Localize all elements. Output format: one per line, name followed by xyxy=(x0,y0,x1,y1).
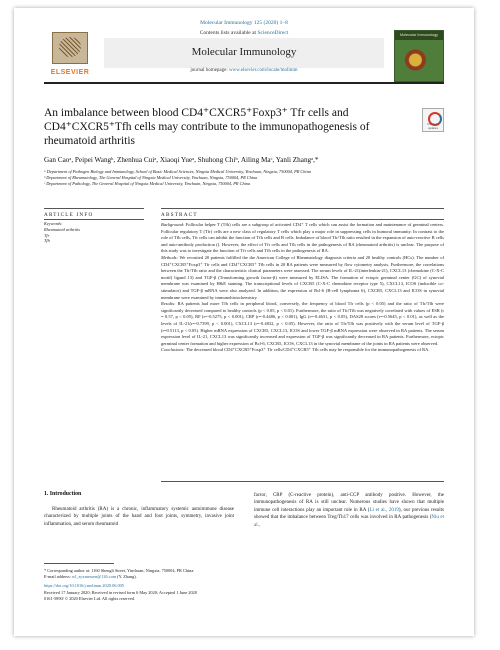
corresponding-author: * Corresponding author at: 1160 Shengli Street, Yinchuan, Ningxia, 750004, PR China. xyxy=(44,568,195,573)
results-label: Results: xyxy=(161,301,176,307)
abstract-divider-2 xyxy=(161,219,444,220)
background-text: Follicular helper T (Tfh) cells are a subgroup of activated CD4⁺ T cells which can assist the formation and maintenance of germinal centers. Follicular regulatory T (Tfr) cells are a new class of regulatory T cells which play a major role in suppressing cells in humoral immunity. In contrast to the role of Tfh cells, Tfr cells can inhibit the function of Tfh cells and B cells. Imbalance of blood Tfr/Tfh ratio resulted in the expansion of auto-reactive B cells and auto-antibody production (). However, the effect of Tfr cells and Tfh cells in the pathogenesis of RA (rheumatoid arthritis) is unclear. The purpose of this study was to investigate the function of Tfr cells and Tfh cells in the pathogenesis of RA. xyxy=(161,222,444,254)
abstract-methods xyxy=(161,255,444,301)
intro-text-b: ), our previous results showed that the imbalance between Treg/Th17 cells was involved in RA pathogenesis ( xyxy=(254,507,444,521)
received-dates: Received 17 January 2020; Received in revised form 6 May 2020; Accepted 1 June 2020 xyxy=(44,589,197,595)
elsevier-logo[interactable] xyxy=(44,32,96,76)
keyword-item: Tfh xyxy=(44,238,50,244)
affiliation-a: ᵃ Department of Pathogen Biology and Immunology, School of Basic Medical Sciences, Ningxia Medical University, Yinchuan, Ningxia, 750004, PR China xyxy=(44,169,311,174)
article-title xyxy=(44,106,404,148)
conclusions-label: Conclusions: xyxy=(161,347,185,353)
citation-link[interactable]: Niu et al., xyxy=(254,515,445,528)
keyword-item: Rheumatoid arthritis xyxy=(44,226,80,232)
affiliation-b: ᵇ Department of Rheumatology, The General Hospital of Ningxia Medical University, Yinchuan, Ningxia, 750004, PR China xyxy=(44,175,258,181)
affiliations xyxy=(44,169,444,188)
email-prefix: E-mail address: xyxy=(44,574,72,580)
introduction-heading: 1. Introduction xyxy=(44,491,82,497)
author-list: Gan Caoᵃ, Peipei Wangᵇ, Zhenhua Cuiᵃ, Xiaoqi Yueᵃ, Shuhong Chiᵇ, Ailing Maᶜ, Yanli Zhangᵃ,* xyxy=(44,156,319,164)
keyword-item: Tfr xyxy=(44,232,50,238)
keywords-label: Keywords: xyxy=(44,221,63,226)
cover-illustration xyxy=(401,45,437,75)
title-line-3: rheumatoid arthritis xyxy=(44,135,136,147)
cover-title: Molecular Immunology xyxy=(395,31,443,40)
email-link[interactable]: wl_zyxmessen@126.com xyxy=(71,574,117,580)
article-info-divider xyxy=(44,208,144,209)
results-text: RA patients had more Tfh cells in peripheral blood, conversely, the frequency of blood Tfr cells (p < 0.05) and the ratio of Tfr/Tfh were significantly decreased compared to healthy controls (p < 0.05, p < 0.01). Furthermore, the ratio of Tfr/Tfh was negatively correlated with values of ESR (r = 0.57, p < 0.05), RF (r=-0.5275, p < 0.001), CRP (r=-0.4486, p < 0.001), IgG (r=-0.4631, p < 0.05), DAS28 scores (r=-0.5645, p < 0.01), as well as the levels of IL-21(r=-0.7399, p < 0.001), CXCL13 (r=-0.4832, p < 0.05). However, the ratio of Tfr/Tfh was positively with the serum level of TGF-β (r=0.5113, p < 0.05). Higher mRNA expression of CXCR5, CXCL13, ICOS and lower TGF-β mRNA expression were observed in RA patients. The serum expression level of IL-21, CXCL13 was significantly increased and expression of TGF-β was significantly decreased in RA patients. Furthermore, ectopic germinal center formation and higher expression of Bcl-6, CXCR5, ICOS, CXCL13 in the synovial membrane of the joints in RA patients were observed. xyxy=(161,301,445,346)
abstract-end-divider xyxy=(161,481,444,482)
journal-header xyxy=(44,30,444,76)
journal-title: Molecular Immunology xyxy=(191,46,297,58)
contents-prefix: Contents lists available at xyxy=(199,30,258,36)
sciencedirect-link[interactable]: ScienceDirect xyxy=(257,30,289,36)
methods-text: We recruited 20 patients fulfilled the the American College of Rheumatology diagnosis criteria and 20 healthy controls (HCs). The number of CD4⁺CXCR5⁺Foxp3⁺ Tfr cells and CD4⁺CXCR5⁺ Tfh cells in 20 RA patients were measured by flow cytometry analysis. Furthermore, the correlations between the Tfr/Tfh ratio and the characteristic clinical parameters were assessed. The serum levels of IL-21(interleukin-21), CXCL13 (chemokine (C-X-C motif) ligand 13) and TGF-β (Transforming growth factor-β) were measured by ELISA. The formation of ectopic germinal center (GC) of synovial membrane was examined by H&E staining. The transcriptional levels of CXCR5 (C-X-C chemokine receptor type 5), CXCL13, ICOS (inducible co-stimulator) and TGF-β mRNA were also analyzed. In addition, the expression of Bcl-6 (B-cell lymphoma 6), CXCR5, CXCL13 and ICOS in synovial membrane were examined by immunohistochemistry. xyxy=(161,254,444,300)
conclusions-text: The decreased blood CD4⁺CXCR5⁺Foxp3⁺ Tfr cells/CD4⁺CXCR5⁺ Tfh cells may be responsible for the immunopathogenesis of RA. xyxy=(185,347,430,353)
journal-band xyxy=(104,38,384,68)
article-page xyxy=(14,8,474,636)
background-label: Background: xyxy=(161,222,185,227)
email-suffix: (Y. Zhang). xyxy=(116,574,137,580)
title-line-1: An imbalance between blood CD4⁺CXCR5⁺Foxp3⁺ Tfr cells and xyxy=(44,107,349,119)
abstract-background xyxy=(161,222,444,255)
abstract-divider xyxy=(161,208,444,209)
introduction-left-column: Rheumatoid arthritis (RA) is a chronic, inflammatory systemic autoimmune disease characterized by multiple joints of the hand and foot joints, symmetry, invasive joint inflammation, and serum rheumatoid xyxy=(44,507,234,527)
article-info-divider-2 xyxy=(44,219,144,220)
homepage-prefix: journal homepage: xyxy=(190,68,230,73)
doi-link[interactable]: https://doi.org/10.1016/j.molimm.2020.06.005 xyxy=(44,583,124,589)
header-divider xyxy=(44,82,444,84)
check-for-updates-button[interactable] xyxy=(422,108,444,132)
methods-label: Methods: xyxy=(161,254,178,260)
journal-homepage xyxy=(104,68,384,73)
email-line xyxy=(44,574,344,580)
issn-copyright: 0161-5890/ © 2020 Elsevier Ltd. All rights reserved. xyxy=(44,595,135,601)
intro-text-a: factor, CRP (C-reactive protein), anti-CCP antibody positive. However, the immunopathogenesis of RA is still unclear. Numerous studies have shown that multiple immune cell interactions play an important role in RA ( xyxy=(254,493,444,513)
article-info-heading: ARTICLE INFO xyxy=(44,212,94,218)
journal-reference[interactable]: Molecular Immunology 125 (2020) 1–8 xyxy=(200,20,288,26)
affiliation-c: ᶜ Department of Pathology, The General Hospital of Ningxia Medical University, Yinchuan, Ningxia, 750004, PR China xyxy=(44,181,251,187)
check-updates-label: Check for updates xyxy=(427,122,439,130)
abstract-heading: ABSTRACT xyxy=(161,212,198,218)
homepage-link[interactable]: www.elsevier.com/locate/molimm xyxy=(229,68,298,73)
footnotes xyxy=(44,568,344,602)
publisher-name: ELSEVIER xyxy=(50,69,90,76)
journal-cover-image[interactable] xyxy=(394,30,444,82)
introduction-right-column xyxy=(254,492,444,529)
title-line-2: CD4⁺CXCR5⁺Tfh cells may contribute to the immunopathogenesis of xyxy=(44,121,370,133)
footnote-divider xyxy=(44,563,114,564)
citation-link[interactable]: Li et al., 2019 xyxy=(369,507,399,513)
abstract-results xyxy=(161,301,444,347)
contents-line xyxy=(104,30,384,36)
elsevier-tree-icon xyxy=(52,32,88,64)
abstract-conclusions xyxy=(161,347,444,354)
abstract-body xyxy=(161,222,444,354)
keywords-block xyxy=(44,221,144,244)
